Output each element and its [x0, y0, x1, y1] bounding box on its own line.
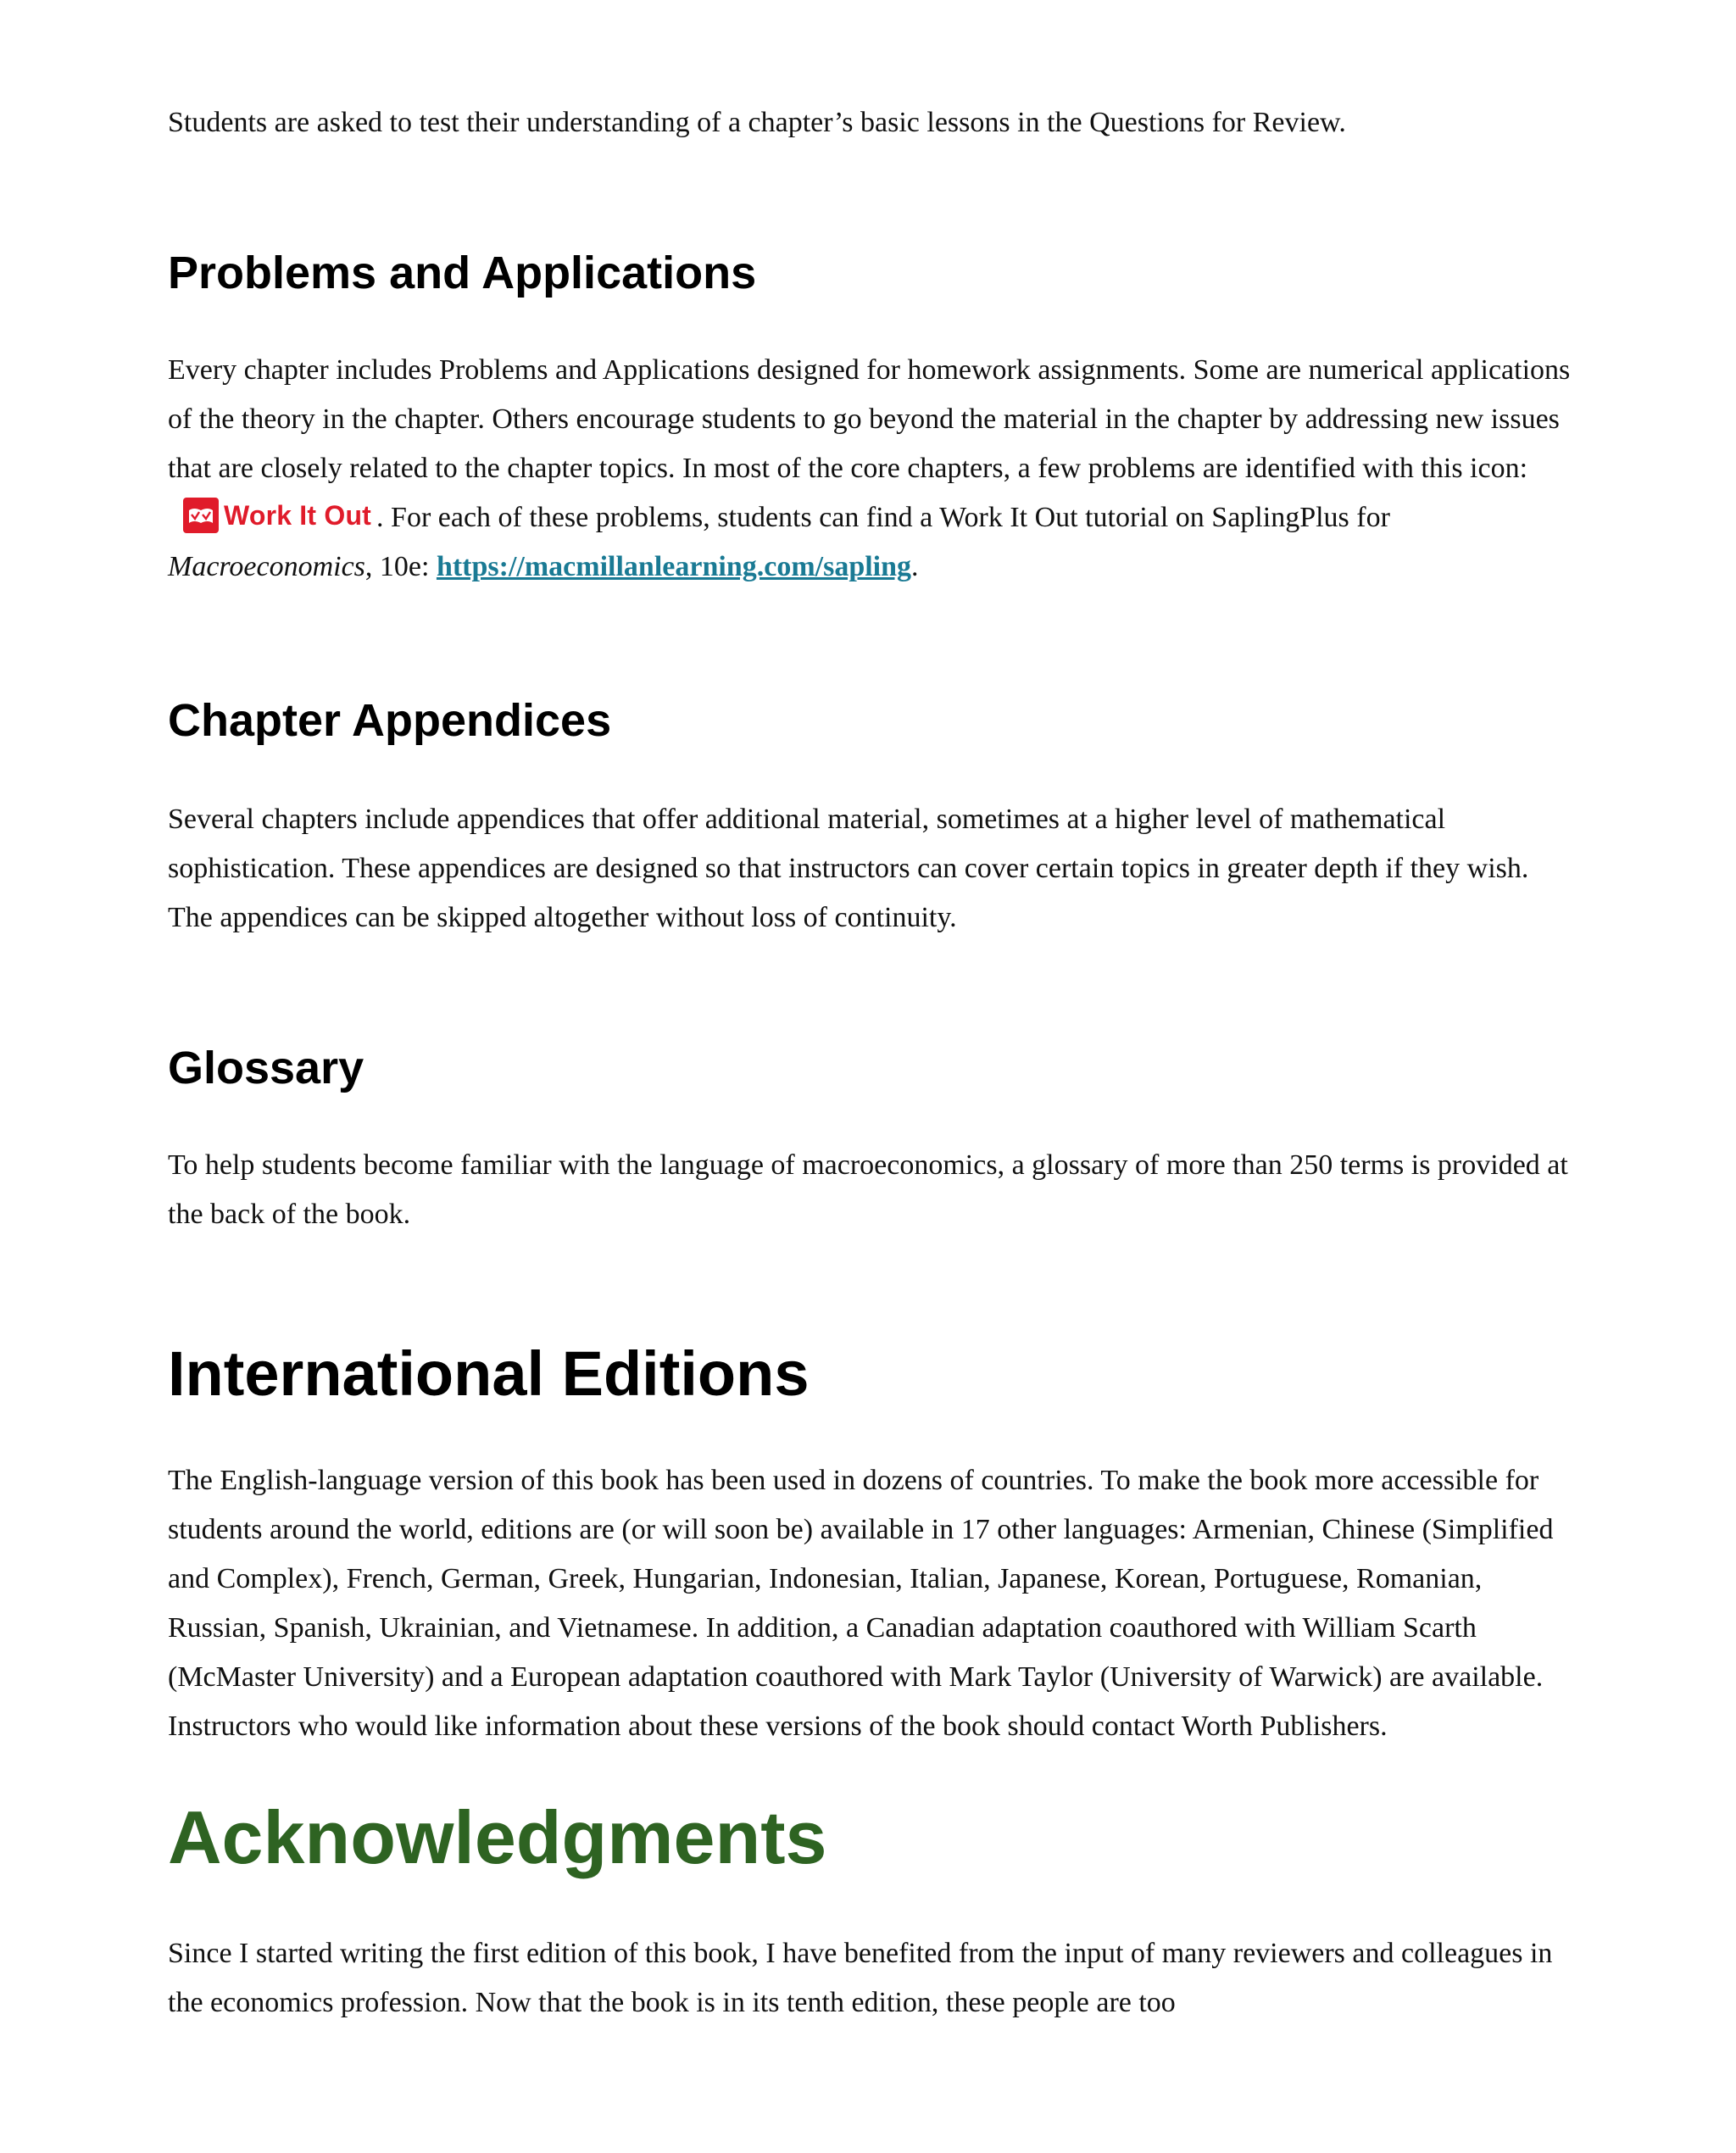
problems-paragraph — [168, 346, 1572, 592]
glossary-body — [168, 1141, 1575, 1239]
problems-text-before-icon: Every chapter includes Problems and Applications designed for homework assignments. Some are numerical applications of the theory in the chapter. Others encourage students to go beyond the material in the chapter by addressing new issues that are closely related to the chapter topics. In most of the core chapters, a few problems are identified with this icon: — [168, 354, 1571, 484]
glossary-paragraph: To help students become familiar with the language of macroeconomics, a glossary of more than 250 terms is provided at the back of the book. — [168, 1149, 1568, 1230]
international-heading: International Editions — [168, 1338, 810, 1409]
problems-section — [168, 246, 1575, 300]
glossary-section — [168, 1041, 1575, 1095]
international-section — [168, 1338, 1575, 1410]
problems-heading: Problems and Applications — [168, 248, 757, 298]
acknowledgments-paragraph: Since I started writing the first edition of this book, I have benefited from the input of many reviewers and colleagues in the economics profession. Now that the book is in its tenth edition, these people are too — [168, 1938, 1553, 2018]
work-it-out-label: Work It Out — [224, 500, 372, 531]
sapling-link[interactable]: https://macmillanlearning.com/sapling — [436, 551, 912, 582]
international-body — [168, 1456, 1575, 1751]
acknowledgments-heading: Acknowledgments — [168, 1795, 827, 1879]
appendices-body — [168, 795, 1575, 943]
problems-body — [168, 346, 1572, 592]
appendices-heading: Chapter Appendices — [168, 695, 612, 746]
problems-text-after-icon: . For each of these problems, students can find a Work It Out tutorial on SaplingPlus for — [376, 502, 1390, 533]
intro-paragraph: Students are asked to test their understanding of a chapter’s basic lessons in the Questions for Review. — [168, 107, 1346, 138]
acknowledgments-section — [168, 1795, 1575, 1880]
book-title: Macroeconomics — [168, 551, 365, 582]
intro-section — [168, 98, 1575, 147]
glossary-heading: Glossary — [168, 1043, 364, 1093]
acknowledgments-body — [168, 1929, 1575, 2028]
appendices-paragraph: Several chapters include appendices that offer additional material, sometimes at a higher level of mathematical sophistication. These appendices are designed so that instructors can cover certain topics in greater depth if they wish. The appendices can be skipped altogether without loss of continuity. — [168, 804, 1529, 933]
problems-end: . — [911, 551, 919, 582]
work-it-out-icon — [183, 498, 219, 533]
edition-text: , 10e: — [364, 551, 437, 582]
international-paragraph: The English-language version of this book has been used in dozens of countries. To make the book more accessible for students around the world, editions are (or will soon be) available in 17 other languages: Armenian, Chinese (Simplified and Complex), French, German, Greek, Hungarian, Indonesian, Italian, Japanese, Korean, Portuguese, Romanian, Russian, Spanish, Ukrainian, and Vietnamese. In addition, a Canadian adaptation coauthored with William Scarth (McMaster University) and a European adaptation coauthored with Mark Taylor (University of Warwick) are available. Instructors who would like information about these versions of the book should contact Worth Publishers. — [168, 1465, 1554, 1742]
appendices-section — [168, 693, 1575, 748]
work-it-out-badge — [183, 498, 371, 533]
